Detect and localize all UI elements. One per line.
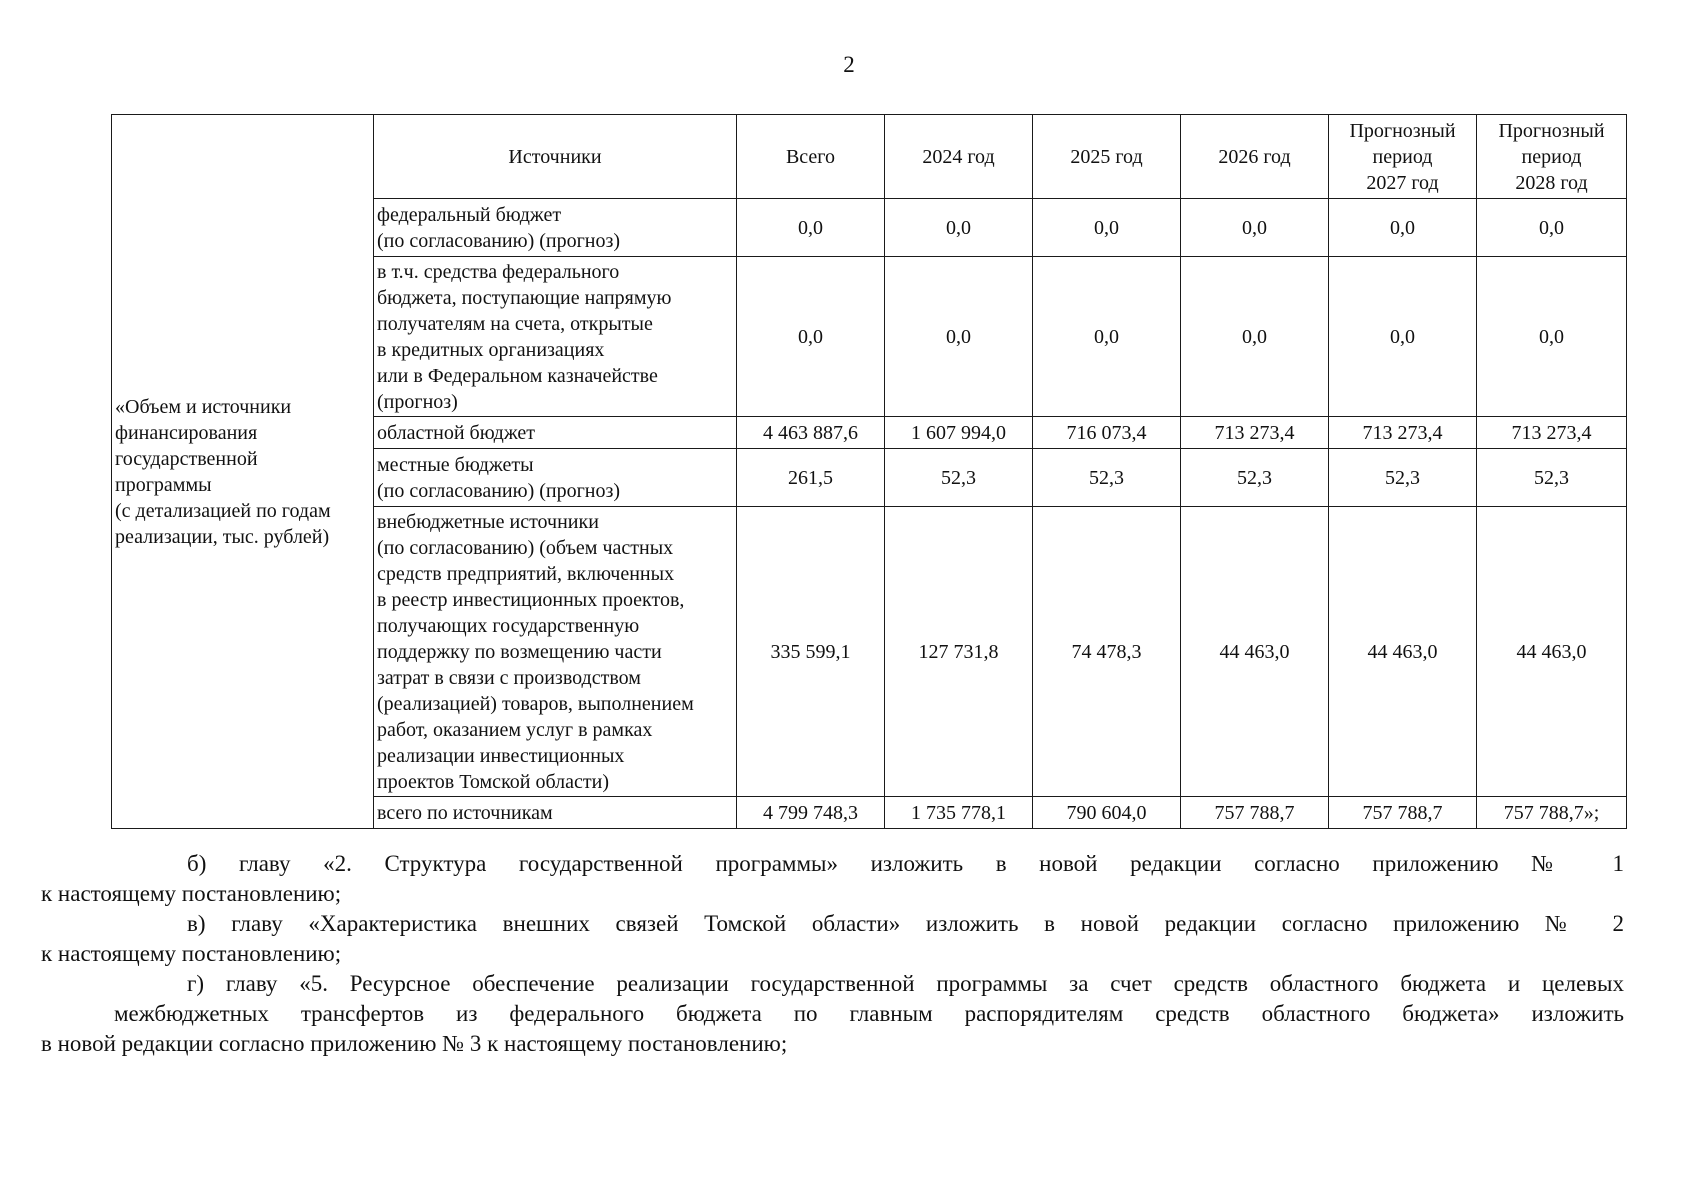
row-label-line: (прогноз) [377, 390, 458, 413]
row-label-line: (по согласованию) (объем частных [377, 536, 674, 559]
row-label [374, 507, 737, 797]
cell-total: 261,5 [737, 449, 885, 507]
cell-2026: 52,3 [1181, 449, 1329, 507]
header-2026: 2026 год [1181, 115, 1329, 199]
cell-2025: 0,0 [1033, 257, 1181, 417]
row-label-line: (по согласованию) (прогноз) [377, 229, 621, 252]
page-number: 2 [843, 52, 855, 77]
cell-total: 4 799 748,3 [737, 797, 885, 829]
header-2027-line: 2027 год [1366, 171, 1439, 194]
cell-total: 0,0 [737, 257, 885, 417]
row-label [374, 797, 737, 829]
row-label-line: проектов Томской области) [377, 770, 609, 793]
cell-2027: 44 463,0 [1329, 507, 1477, 797]
header-2028-line: 2028 год [1515, 171, 1588, 194]
paragraph-b [41, 849, 1624, 909]
cell-2027: 757 788,7 [1329, 797, 1477, 829]
paragraph-g [41, 969, 1624, 1059]
cell-2028: 757 788,7»; [1477, 797, 1627, 829]
row-label-line: в т.ч. средства федерального [377, 260, 620, 283]
row-label-line: (реализацией) товаров, выполнением [377, 692, 694, 715]
cell-2024: 1 607 994,0 [885, 417, 1033, 449]
cell-2026: 0,0 [1181, 257, 1329, 417]
header-2027-line: период [1372, 145, 1433, 168]
paragraph-line: г) главу «5. Ресурсное обеспечение реализации государственной программы за счет средств областного бюджета и целевых [187, 971, 1624, 996]
row-label-line: поддержку по возмещению части [377, 640, 662, 663]
cell-2026: 713 273,4 [1181, 417, 1329, 449]
row-label [374, 417, 737, 449]
row-label-line: работ, оказанием услуг в рамках [377, 718, 653, 741]
paragraph-line: в) главу «Характеристика внешних связей Томской области» изложить в новой редакции согласно приложению № 2 [187, 911, 1624, 936]
paragraph-line: к настоящему постановлению; [41, 881, 342, 906]
row-label-line: бюджета, поступающие напрямую [377, 286, 672, 309]
body-paragraphs [41, 849, 1624, 1059]
row-label-line: реализации инвестиционных [377, 744, 625, 767]
row-label-line: (по согласованию) (прогноз) [377, 479, 621, 502]
label-line: финансирования [115, 421, 258, 444]
cell-2028: 713 273,4 [1477, 417, 1627, 449]
row-label [374, 199, 737, 257]
cell-2024: 1 735 778,1 [885, 797, 1033, 829]
label-line: «Объем и источники [115, 395, 292, 418]
cell-2027: 0,0 [1329, 257, 1477, 417]
row-label-line: всего по источникам [377, 801, 553, 824]
financing-table [111, 114, 1627, 829]
header-2025: 2025 год [1033, 115, 1181, 199]
label-line: государственной [115, 447, 258, 470]
cell-2026: 0,0 [1181, 199, 1329, 257]
paragraph-line: к настоящему постановлению; [41, 941, 342, 966]
row-label-line: федеральный бюджет [377, 203, 562, 226]
paragraph-line: в новой редакции согласно приложению № 3 к настоящему постановлению; [41, 1031, 788, 1056]
paragraph-v [41, 909, 1624, 969]
cell-2024: 0,0 [885, 199, 1033, 257]
header-2028 [1477, 115, 1627, 199]
header-total: Всего [737, 115, 885, 199]
program-funding-label-cell [112, 115, 374, 829]
row-label [374, 449, 737, 507]
paragraph-line: б) главу «2. Структура государственной программы» изложить в новой редакции согласно приложению № 1 [187, 851, 1624, 876]
header-2027-line: Прогнозный [1349, 119, 1456, 142]
cell-2025: 716 073,4 [1033, 417, 1181, 449]
row-label-line: средств предприятий, включенных [377, 562, 675, 585]
cell-2027: 52,3 [1329, 449, 1477, 507]
header-2027 [1329, 115, 1477, 199]
paragraph-line: межбюджетных трансфертов из федерального бюджета по главным распорядителям средств областного бюджета» изложить [114, 1001, 1624, 1026]
row-label-line: в реестр инвестиционных проектов, [377, 588, 685, 611]
row-label-line: в кредитных организациях [377, 338, 605, 361]
label-line: реализации, тыс. рублей) [115, 525, 330, 548]
header-sources: Источники [374, 115, 737, 199]
row-label-line: получающих государственную [377, 614, 640, 637]
cell-total: 4 463 887,6 [737, 417, 885, 449]
header-row [112, 115, 1627, 199]
row-label-line: получателям на счета, открытые [377, 312, 653, 335]
cell-2028: 0,0 [1477, 257, 1627, 417]
cell-2025: 790 604,0 [1033, 797, 1181, 829]
cell-2024: 127 731,8 [885, 507, 1033, 797]
cell-2027: 713 273,4 [1329, 417, 1477, 449]
header-2028-line: период [1521, 145, 1582, 168]
header-2028-line: Прогнозный [1498, 119, 1605, 142]
cell-total: 0,0 [737, 199, 885, 257]
cell-total: 335 599,1 [737, 507, 885, 797]
cell-2026: 757 788,7 [1181, 797, 1329, 829]
cell-2028: 44 463,0 [1477, 507, 1627, 797]
label-line: программы [115, 473, 212, 496]
cell-2024: 52,3 [885, 449, 1033, 507]
cell-2026: 44 463,0 [1181, 507, 1329, 797]
cell-2028: 52,3 [1477, 449, 1627, 507]
row-label-line: областной бюджет [377, 421, 536, 444]
row-label-line: затрат в связи с производством [377, 666, 641, 689]
cell-2024: 0,0 [885, 257, 1033, 417]
header-2024: 2024 год [885, 115, 1033, 199]
cell-2025: 74 478,3 [1033, 507, 1181, 797]
cell-2025: 0,0 [1033, 199, 1181, 257]
row-label [374, 257, 737, 417]
label-line: (с детализацией по годам [115, 499, 331, 522]
cell-2028: 0,0 [1477, 199, 1627, 257]
row-label-line: внебюджетные источники [377, 510, 599, 533]
row-label-line: местные бюджеты [377, 453, 534, 476]
cell-2027: 0,0 [1329, 199, 1477, 257]
row-label-line: или в Федеральном казначействе [377, 364, 658, 387]
cell-2025: 52,3 [1033, 449, 1181, 507]
